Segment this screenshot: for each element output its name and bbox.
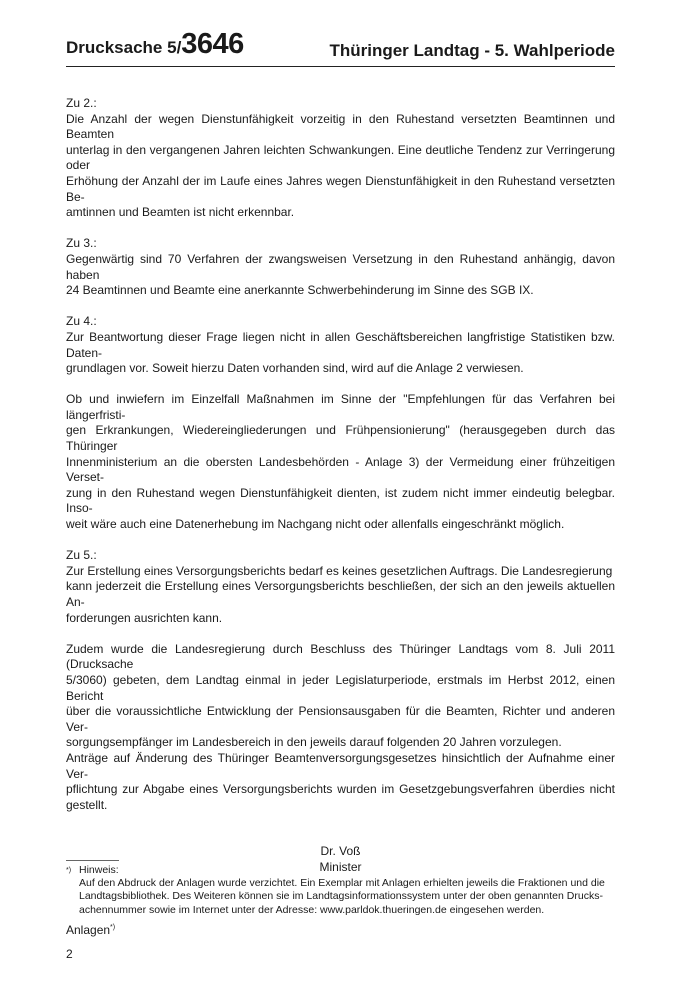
paragraph-line: gen Erkrankungen, Wiedereingliederungen und Frühpensionierung" (herausgegeben durch das Thüringer [66, 423, 615, 454]
footnote-line: achennummer sowie im Internet unter der Adresse: www.parldok.thueringen.de eingesehen werden. [79, 903, 545, 916]
document-prefix: Drucksache 5/ [66, 38, 182, 57]
footnote-rule [66, 860, 119, 861]
paragraph-line: kann jederzeit die Erstellung eines Versorgungsberichts beschließen, der sich an den jeweils aktuellen An- [66, 579, 615, 609]
paragraph [66, 314, 615, 376]
paragraph-line: zung in den Ruhestand wegen Dienstunfähigkeit dienten, ist zudem nicht immer eindeutig belegbar. Inso- [66, 485, 615, 516]
page-header [66, 30, 615, 67]
paragraph-line: Anträge auf Änderung des Thüringer Beamtenversorgungsgesetzes hinsichtlich der Aufnahme einer Ver- [66, 750, 615, 781]
paragraph-line: forderungen ausrichten kann. [66, 610, 223, 625]
paragraph-line: unterlag in den vergangenen Jahren leichten Schwankungen. Eine deutliche Tendenz zur Verringerung oder [66, 142, 615, 173]
paragraph-line: pflichtung zur Abgabe eines Versorgungsberichts wurden im Gesetzgebungsverfahren überdies nicht gestellt. [66, 782, 615, 812]
paragraph-line: Innenministerium an die obersten Landesbehörden - Anlage 3) der Vermeidung einer frühzeitigen Verset- [66, 454, 615, 485]
paragraph [66, 236, 615, 298]
footnote-body [79, 864, 615, 917]
document-number-value: 3646 [181, 28, 244, 60]
paragraph-line: Die Anzahl der wegen Dienstunfähigkeit vorzeitig in den Ruhestand versetzten Beamtinnen und Beamten [66, 111, 615, 142]
parliament-title: Thüringer Landtag - 5. Wahlperiode [329, 41, 615, 60]
signatory-title: Minister [319, 859, 362, 874]
paragraph-line: Zu 2.: [66, 96, 97, 110]
attachments-label: Anlagen [66, 922, 111, 937]
paragraph [66, 96, 615, 221]
document-number [66, 28, 244, 61]
paragraph-line: Zur Beantwortung dieser Frage liegen nicht in allen Geschäftsbereichen langfristige Statistiken bzw. Daten- [66, 329, 615, 360]
footnote-line: Hinweis: [79, 864, 119, 876]
paragraph [66, 548, 615, 626]
footnote-line: Landtagsbibliothek. Des Weiteren können sie im Landtagsinformationssystem unter der oben genannten Drucks- [79, 890, 603, 903]
footnote-marker: *) [66, 867, 72, 874]
footnote [66, 864, 615, 917]
paragraph-line: 24 Beamtinnen und Beamte eine anerkannte Schwerbehinderung im Sinne des SGB IX. [66, 283, 534, 298]
page-number: 2 [66, 947, 73, 961]
paragraph-line: über die voraussichtliche Entwicklung der Pensionsausgaben für die Beamten, Richter und anderen Ver- [66, 704, 615, 734]
paragraph-line: Zu 4.: [66, 314, 97, 329]
paragraph-line: Zur Erstellung eines Versorgungsberichts bedarf es keines gesetzlichen Auftrags. Die Landesregierung [66, 563, 613, 578]
paragraph-line: amtinnen und Beamten ist nicht erkennbar. [66, 205, 295, 220]
attachments-note [66, 923, 615, 939]
paragraph-line: Zu 3.: [66, 236, 97, 251]
footnote-line: Auf den Abdruck der Anlagen wurde verzichtet. Ein Exemplar mit Anlagen erhielten jeweils die Fraktionen und die [79, 877, 605, 890]
paragraph-line: sorgungsempfänger im Landesbereich in den jeweils darauf folgenden 20 Jahren vorzulegen. [66, 735, 562, 750]
paragraph-line: Ob und inwiefern im Einzelfall Maßnahmen im Sinne der "Empfehlungen für das Verfahren bei längerfristi- [66, 392, 615, 422]
document-body [66, 96, 615, 938]
paragraph-list [66, 96, 615, 813]
paragraph [66, 642, 615, 814]
attachments-marker: *) [110, 923, 116, 931]
paragraph-line: Zudem wurde die Landesregierung durch Beschluss des Thüringer Landtags vom 8. Juli 2011 (Drucksache [66, 641, 615, 672]
paragraph-line: 5/3060) gebeten, dem Landtag einmal in jeder Legislaturperiode, erstmals im Herbst 2012, einen Bericht [66, 672, 615, 703]
paragraph [66, 392, 615, 532]
paragraph-line: Gegenwärtig sind 70 Verfahren der zwangsweisen Versetzung in den Ruhestand anhängig, davon haben [66, 251, 615, 282]
paragraph-line: weit wäre auch eine Datenerhebung im Nachgang nicht oder allenfalls eingeschränkt möglich. [66, 517, 565, 532]
paragraph-line: grundlagen vor. Soweit hierzu Daten vorhanden sind, wird auf die Anlage 2 verwiesen. [66, 361, 524, 376]
paragraph-line: Zu 5.: [66, 548, 97, 563]
signatory-name: Dr. Voß [320, 844, 361, 859]
paragraph-line: Erhöhung der Anzahl der im Laufe eines Jahres wegen Dienstunfähigkeit in den Ruhestand versetzten Be- [66, 173, 615, 204]
